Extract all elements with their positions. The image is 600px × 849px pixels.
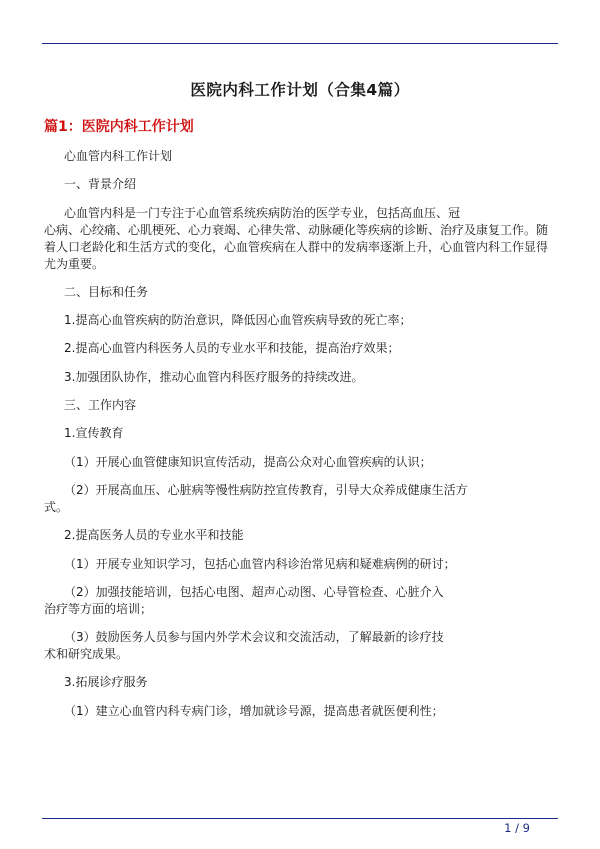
paragraph: 一、背景介绍 <box>64 177 137 192</box>
section-heading: 篇1：医院内科工作计划 <box>44 119 194 135</box>
paragraph <box>44 205 559 273</box>
paragraph: 心血管内科工作计划 <box>64 149 173 163</box>
paragraph: （1）开展专业知识学习，包括心血管内科诊治常见病和疑难病例的研讨； <box>64 556 456 571</box>
paragraph: 二、目标和任务 <box>64 284 149 299</box>
paragraph: 2.提高心血管内科医务人员的专业水平和技能，提高治疗效果； <box>64 341 400 356</box>
paragraph: 3.拓展诊疗服务 <box>64 675 148 690</box>
paragraph: （1）建立心血管内科专病门诊，增加就诊号源，提高患者就医便利性； <box>64 703 444 718</box>
paragraph: 3.加强团队协作，推动心血管内科医疗服务的持续改进。 <box>64 369 364 384</box>
paragraph: （1）开展心血管健康知识宣传活动，提高公众对心血管疾病的认识； <box>64 454 432 469</box>
header-rule <box>42 43 558 44</box>
document-body <box>44 148 559 731</box>
footer-rule <box>42 818 558 819</box>
paragraph: （2）开展高血压、心脏病等慢性病防控宣传教育，引导大众养成健康生活方式。 <box>44 482 468 514</box>
paragraph-line: 心病、心绞痛、心肌梗死、心力衰竭、心律失常、动脉硬化等疾病的诊断、治疗及康复工作。随着人口老龄化和生活方式的变化，心血管疾病在人群中的发病率逐渐上升，心血管内科工作显得尤为重要。 <box>44 222 549 271</box>
document-title: 医院内科工作计划（合集4篇） <box>190 81 410 99</box>
paragraph: 三、工作内容 <box>64 398 137 413</box>
paragraph-line: 心血管内科是一门专注于心血管系统疾病防治的医学专业，包括高血压、冠 <box>64 205 461 220</box>
paragraph: 1.提高心血管疾病的防治意识，降低因心血管疾病导致的死亡率； <box>64 313 412 328</box>
paragraph: （3）鼓励医务人员参与国内外学术会议和交流活动，了解最新的诊疗技术和研究成果。 <box>44 630 444 662</box>
paragraph: 2.提高医务人员的专业水平和技能 <box>64 528 244 543</box>
page-number: 1 / 9 <box>504 821 530 835</box>
paragraph: （2）加强技能培训，包括心电图、超声心动图、心导管检查、心脏介入治疗等方面的培训； <box>44 584 444 616</box>
paragraph: 1.宣传教育 <box>64 426 124 441</box>
